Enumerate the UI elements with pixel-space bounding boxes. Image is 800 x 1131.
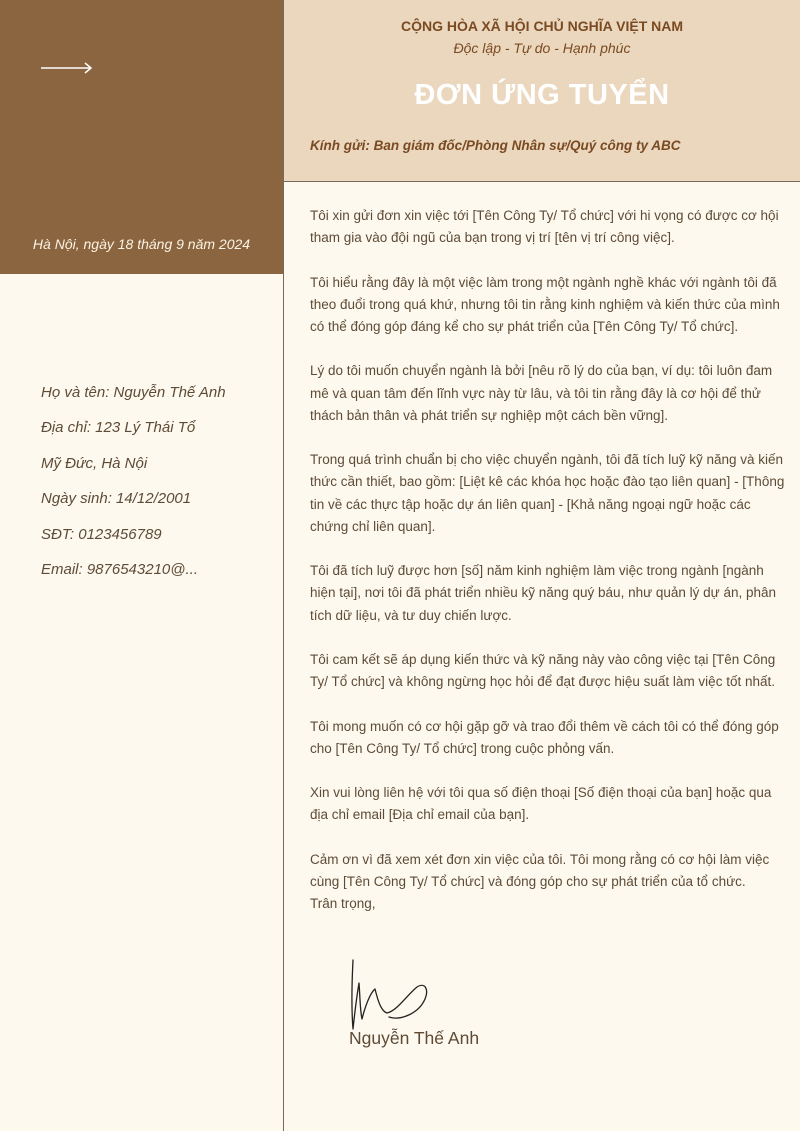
- letter-paragraph: Tôi đã tích luỹ được hơn [số] năm kinh nghiệm làm việc trong ngành [ngành hiện tại], nơi tôi đã phát triển nhiều kỹ năng quý báu, như quản lý dự án, phân tích dữ liệu, và tư duy chiến lược.: [310, 563, 777, 623]
- applicant-address: Địa chỉ: 123 Lý Thái Tổ: [41, 419, 196, 437]
- letter-paragraph: Tôi xin gửi đơn xin việc tới [Tên Công Ty/ Tổ chức] với hi vọng có được cơ hội tham gia vào đội ngũ của bạn trong vị trí [tên vị trí công việc].: [310, 208, 779, 246]
- applicant-info: [41, 383, 276, 595]
- letter-paragraph: Tôi cam kết sẽ áp dụng kiến thức và kỹ năng này vào công việc tại [Tên Công Ty/ Tổ chức] và không ngừng học hỏi để đạt được hiệu suất làm việc tốt nhất.: [310, 651, 776, 690]
- letter-paragraph: Trong quá trình chuẩn bị cho việc chuyển ngành, tôi đã tích luỹ kỹ năng và kiến thức cần thiết, bao gồm: [Liệt kê các khóa học hoặc đào tạo liên quan] - [Thông tin về các thực tập hoặc dự án liên quan] - [Khả năng ngoại ngữ hoặc các chứng chỉ liên quan].: [310, 452, 785, 534]
- national-motto: Độc lập - Tự do - Hạnh phúc: [453, 40, 631, 56]
- handwritten-signature: [345, 955, 435, 1035]
- document-title: ĐƠN ỨNG TUYỂN: [414, 79, 670, 111]
- letter-paragraph: Lý do tôi muốn chuyển ngành là bởi [nêu rõ lý do của bạn, ví dụ: tôi luôn đam mê và quan tâm đến lĩnh vực này từ lâu, và tôi tin rằng đây là cơ hội để thử thách bản thân và phát triển sự nghiệp một cách bền vững].: [310, 363, 773, 423]
- applicant-phone: SĐT: 0123456789: [41, 525, 162, 543]
- recipient-line: Kính gửi: Ban giám đốc/Phòng Nhân sự/Quý công ty ABC: [310, 138, 681, 153]
- national-title: CỘNG HÒA XÃ HỘI CHỦ NGHĨA VIỆT NAM: [400, 18, 684, 34]
- letter-date: Hà Nội, ngày 18 tháng 9 năm 2024: [32, 236, 251, 252]
- letter-paragraph: Tôi hiểu rằng đây là một việc làm trong một ngành nghề khác với ngành tôi đã theo đuổi trong quá khứ, nhưng tôi tin rằng kinh nghiệm và kiến thức của mình có thể đóng góp đáng kể cho sự phát triển của [Tên Công Ty/ Tổ chức].: [310, 274, 780, 334]
- letter-paragraph: Tôi mong muốn có cơ hội gặp gỡ và trao đổi thêm về cách tôi có thể đóng góp cho [Tên Công Ty/ Tổ chức] trong cuộc phỏng vấn.: [310, 718, 779, 756]
- applicant-birthdate: Ngày sinh: 14/12/2001: [41, 490, 192, 508]
- applicant-address-line2: Mỹ Đức, Hà Nội: [41, 454, 148, 472]
- signer-name: Nguyễn Thế Anh: [349, 1028, 480, 1048]
- arrow-right-icon: [40, 60, 94, 76]
- closing-paragraph: Cảm ơn vì đã xem xét đơn xin việc của tôi. Tôi mong rằng có cơ hội làm việc cùng [Tên Công Ty/ Tổ chức] và đóng góp cho sự phát triển của tổ chức.: [310, 851, 770, 889]
- letter-body: [310, 205, 788, 915]
- applicant-name: Họ và tên: Nguyễn Thế Anh: [41, 384, 226, 401]
- sidebar-header-block: [0, 0, 283, 274]
- header-divider: [284, 181, 800, 182]
- letter-paragraph: Xin vui lòng liên hệ với tôi qua số điện thoại [Số điện thoại của bạn] hoặc qua địa chỉ email [Địa chỉ email của bạn].: [310, 785, 772, 823]
- applicant-email: Email: 9876543210@...: [41, 560, 198, 578]
- regards-line: Trân trọng,: [310, 896, 376, 912]
